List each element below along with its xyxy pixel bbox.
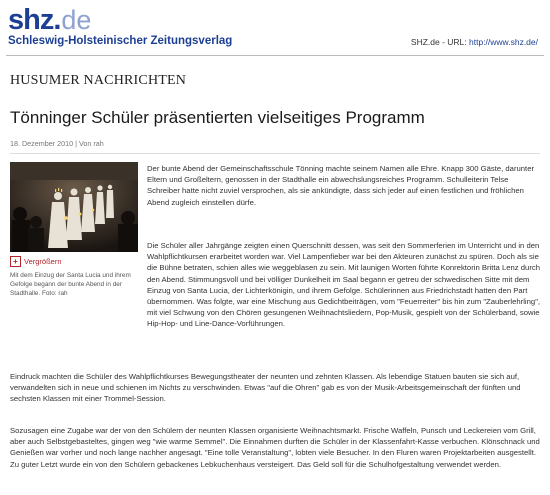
article-photo[interactable] bbox=[10, 162, 138, 252]
logo-dot: . bbox=[53, 4, 62, 36]
url-prefix: SHZ.de - URL: bbox=[410, 37, 470, 47]
article-headline: Tönninger Schüler präsentierten vielseitiges Programm bbox=[10, 108, 425, 127]
section-title: HUSUMER NACHRICHTEN bbox=[10, 73, 187, 88]
article-paragraph: Eindruck machten die Schüler des Wahlpflichtkurses Bewegungstheater der neunten und zehnten Klassen. Als lebendige Statuen bauten sie sich auf, verwandelten sich in neue und schienen im Nichts zu verschwinden. Etwas "auf die Ohren" gab es von der Musik-Arbeitsgemeinschaft der fünften und sechsten Klassen mit einer Trommel-Session. bbox=[10, 372, 521, 404]
plus-icon: + bbox=[10, 256, 21, 267]
page-header bbox=[0, 0, 550, 58]
logo-tld: de bbox=[61, 5, 92, 35]
article-meta: 18. Dezember 2010 | Von rah bbox=[10, 139, 104, 148]
enlarge-label: Vergrößern bbox=[24, 257, 62, 266]
meta-divider bbox=[10, 153, 540, 154]
article-paragraph: Der bunte Abend der Gemeinschaftsschule Tönning machte seinem Namen alle Ehre. Knapp 300 Gäste, darunter Eltern und Großeltern, genossen in der Stadthalle ein abwechslungsreiches Programm. Schulleiterin Telse Schreiber hatte nicht zuviel versprochen, als sie ankündigte, dass sich jeder auf einen festlichen und fröhlichen Abend zugleich einstellen dürfe. bbox=[147, 164, 535, 207]
source-url-line bbox=[411, 37, 538, 47]
source-url-link[interactable]: http://www.shz.de/ bbox=[469, 37, 538, 47]
shz-logo[interactable] bbox=[8, 6, 91, 35]
publisher-tagline: Schleswig-Holsteinischer Zeitungsverlag bbox=[8, 35, 233, 47]
article-paragraph: Die Schüler aller Jahrgänge zeigten einen Querschnitt dessen, was seit den Sommerferien im Unterricht und in den Wahlpflichtkursen erarbeitet worden war. Viel Lampenfieber war bei den Akteuren zunächst zu spüren. Doch als sie die Bühne betraten, schien alles wie weggeblasen zu sein. Mit launigen Worten führte Konrektorin Britta Lenz durch den Abend. Stimmungsvoll und bei völliger Dunkelheit im Saal begann er getreu der schwedischen Sitte mit dem Einzug von Santa Lucia, der Lichterkönigin, und ihrem Gefolge. Schülerinnen aus Friedrichstadt hatten den Part übernommen. Was folgte, war eine Mischung aus Gedichtbeiträgen, vom "Feuerreiter" bis hin zum "Zauberlehrling", mit viel Schwung von den Chören gesungenen Weihnachtsliedern, Pop-Musik, gespielt von der Schülerband, sowie Hip-Hop- und Line-Dance-Vorführungen. bbox=[147, 241, 541, 329]
logo-main: shz bbox=[8, 4, 54, 36]
header-divider bbox=[6, 55, 544, 56]
photo-illustration bbox=[10, 162, 138, 252]
photo-caption: Mit dem Einzug der Santa Lucia und ihrem Gefolge begann der bunte Abend in der Stadthalle. Foto: rah bbox=[10, 272, 131, 298]
article-paragraph: Sozusagen eine Zugabe war der von den Schülern der neunten Klassen organisierte Weihnachtsmarkt. Frische Waffeln, Punsch und Leckereien vom Grill, aber auch Selbstgebasteltes, gingen weg "wie warme Semmel". Die Einnahmen durften die Schüler in der Klassenfahrt-Kasse verbuchen. Klönschnack und Genießen war vorher und noch lange nachher angesagt. "Eine tolle Veranstaltung", lobten viele Besucher. In den Fluren waren Projektarbeiten ausgestellt. Zu guter Letzt wurde ein von den Schülern gebackenes Lebkuchenhaus versteigert. Das Geld soll für die Schulhofgestaltung verwendet werden. bbox=[10, 426, 540, 469]
enlarge-photo-button[interactable] bbox=[10, 256, 62, 267]
